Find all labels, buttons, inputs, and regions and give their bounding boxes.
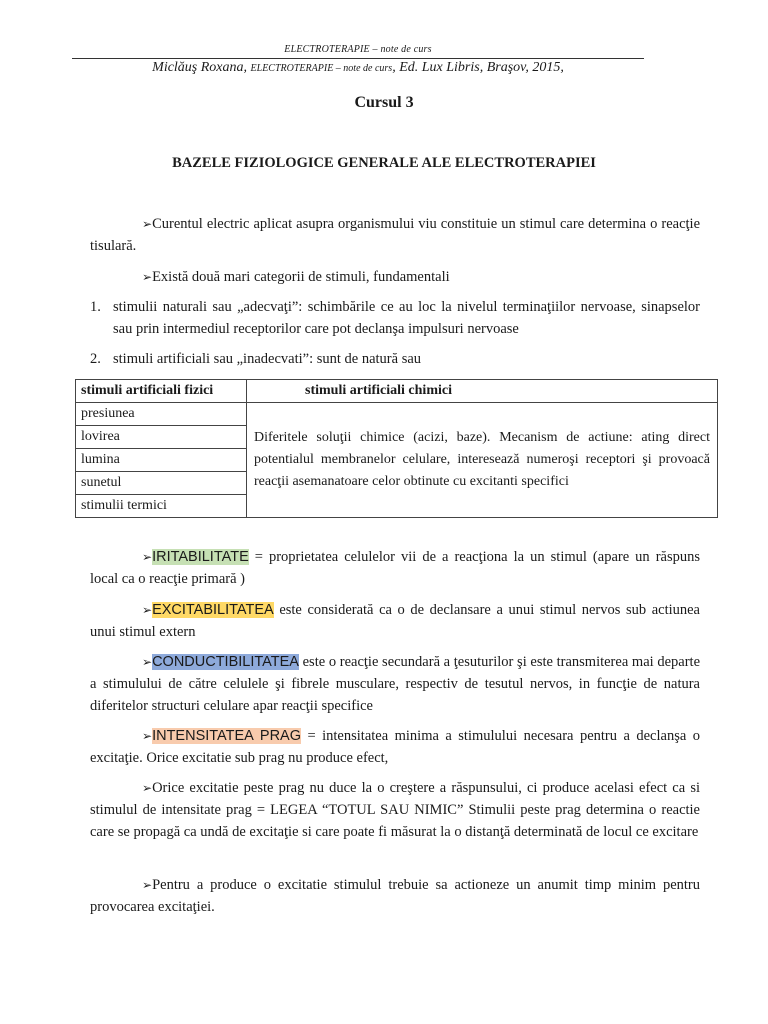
citation-rest: , Ed. Lux Libris, Braşov, 2015, bbox=[392, 60, 564, 75]
list-item-text: stimuli artificiali sau „inadecvati”: sunt de natură sau bbox=[113, 351, 422, 367]
table-cell-physical: lumina bbox=[76, 449, 247, 472]
citation-author: Miclăuş Roxana, bbox=[152, 60, 251, 75]
citation bbox=[72, 60, 644, 76]
table-header-chemical: stimuli artificiali chimici bbox=[247, 380, 718, 403]
arrow-bullet-icon: ➢ bbox=[142, 550, 153, 564]
header-rule bbox=[72, 58, 644, 59]
arrow-bullet-icon: ➢ bbox=[142, 655, 153, 669]
term-highlight: EXCITABILITATEA bbox=[152, 602, 274, 618]
citation-title: ELECTROTERAPIE – note de curs bbox=[250, 63, 393, 74]
list-item-text: stimulii naturali sau „adecvaţi”: schimbările ce au loc la nivelul terminaţiilor nervoase, sinapselor sau prin intermediul receptorilor care pot declanşa impulsuri nervoase bbox=[113, 299, 700, 337]
paragraph-excitabilitatea: ➢EXCITABILITATEA este considerată ca o de declansare a unui stimul nervos sub actiunea unui stimul extern bbox=[90, 602, 700, 640]
arrow-bullet-icon: ➢ bbox=[142, 878, 153, 892]
table-cell-physical: presiunea bbox=[76, 403, 247, 426]
main-title: BAZELE FIZIOLOGICE GENERALE ALE ELECTROTERAPIEI bbox=[172, 155, 596, 171]
list-item-1 bbox=[90, 296, 700, 340]
paragraph-timp-minim: ➢Pentru a produce o excitatie stimulul trebuie sa actioneze un anumit timp minim pentru provocarea excitaţiei. bbox=[90, 877, 700, 915]
arrow-bullet-icon: ➢ bbox=[142, 729, 153, 743]
paragraph-intensitatea-prag: ➢INTENSITATEA PRAG = intensitatea minima a stimulului necesara pentru a declanşa o excitaţie. Orice excitatie sub prag nu produce efect, bbox=[90, 728, 700, 766]
paragraph-curent: ➢Curentul electric aplicat asupra organismului viu constituie un stimul care determina o reacţie tisulară. bbox=[90, 216, 700, 254]
paragraph-categorii: ➢Există două mari categorii de stimuli, fundamentali bbox=[142, 269, 450, 285]
running-header: ELECTROTERAPIE – note de curs bbox=[284, 44, 432, 55]
arrow-bullet-icon: ➢ bbox=[142, 603, 153, 617]
arrow-bullet-icon: ➢ bbox=[142, 217, 153, 231]
table-cell-physical: sunetul bbox=[76, 472, 247, 495]
term-highlight: IRITABILITATE bbox=[152, 549, 249, 565]
paragraph-conductibilitatea: ➢CONDUCTIBILITATEA este o reacţie secundară a ţesuturilor şi este transmiterea mai departe a stimulului de către celulele şi fibrele musculare, respectiv de tesutul nervos, in funcţie de natura diferitelor structuri celulare apar reacţii specifice bbox=[90, 654, 700, 714]
arrow-bullet-icon: ➢ bbox=[142, 270, 153, 284]
term-highlight: CONDUCTIBILITATEA bbox=[152, 654, 299, 670]
table-cell-physical: stimulii termici bbox=[76, 495, 247, 518]
arrow-bullet-icon: ➢ bbox=[142, 781, 153, 795]
table-header-row bbox=[76, 380, 718, 403]
term-highlight: INTENSITATEA PRAG bbox=[152, 728, 302, 744]
paragraph-iritabilitate: ➢IRITABILITATE = proprietatea celulelor vii de a reacţiona la un stimul (apare un răspuns local ca o reacţie primară ) bbox=[90, 549, 700, 587]
paragraph-totul-sau-nimic: ➢Orice excitatie peste prag nu duce la o creştere a răspunsului, ci produce acelasi efect ca si stimulul de intensitate prag = LEGEA “TOTUL SAU NIMIC” Stimulii peste prag determina o reactie care se propagă ca undă de excitaţie si care poate fi măsurat la o distanţă determinată de locul ce excitare bbox=[90, 780, 700, 840]
stimuli-table bbox=[75, 379, 718, 518]
course-title: Cursul 3 bbox=[354, 94, 414, 111]
table-cell-chemical: Diferitele soluţii chimice (acizi, baze). Mecanism de actiune: ating direct potentialul membranelor celulare, interesează numeroşi receptori şi provoacă reacţii asemanatoare celor obtinute cu excitanti specifici bbox=[247, 403, 718, 518]
table-cell-physical: lovirea bbox=[76, 426, 247, 449]
list-number: 2. bbox=[90, 351, 101, 367]
table-row bbox=[76, 403, 718, 426]
list-number: 1. bbox=[90, 299, 101, 315]
list-item-2 bbox=[90, 348, 700, 370]
table-header-physical: stimuli artificiali fizici bbox=[76, 380, 247, 403]
